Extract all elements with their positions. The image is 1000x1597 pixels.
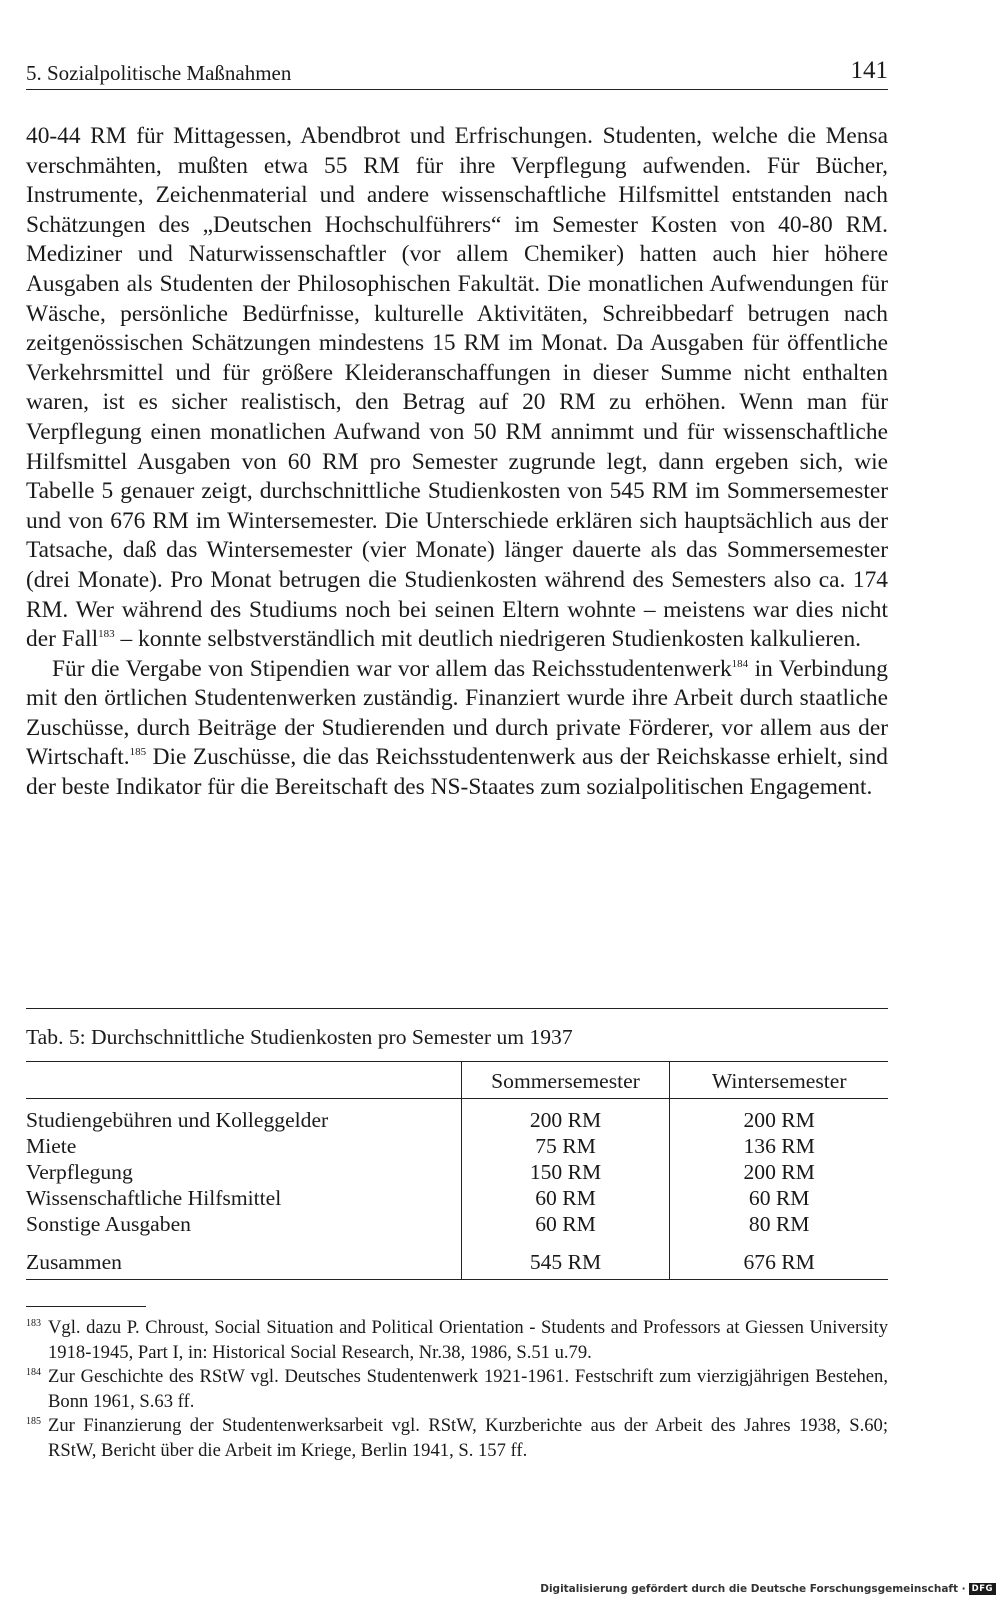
- summer-value: 200 RM: [461, 1099, 670, 1134]
- paragraph-1: 40-44 RM für Mittagessen, Abendbrot und Erfrischungen. Studenten, welche die Mensa verschmähten, mußten etwa 55 RM für ihre Verpflegung aufwenden. Für Bücher, Instrumente, Zeichenmaterial und andere wissenschaftliche Hilfsmittel entstanden nach Schätzungen des „Deutschen Hochschulführers“ im Semester Kosten von 40-80 RM. Mediziner und Naturwissenschaftler (vor allem Chemiker) hatten auch hier höhere Ausgaben als Studenten der Philosophischen Fakultät. Die monatlichen Aufwendungen für Wäsche, persönliche Bedürfnisse, kulturelle Aktivitäten, Schreibbedarf betrugen nach zeitgenössischen Schätzungen mindestens 15 RM im Monat. Da Ausgaben für öffentliche Verkehrsmittel und für größere Kleideranschaffungen in dieser Summe nicht enthalten waren, ist es sicher realistisch, den Betrag auf 20 RM zu erhöhen. Wenn man für Verpflegung einen monatlichen Aufwand von 50 RM annimmt und für wissenschaftliche Hilfsmittel Ausgaben von 60 RM pro Semester zugrunde legt, dann ergeben sich, wie Tabelle 5 genauer zeigt, durchschnittliche Studienkosten von 545 RM im Sommersemester und von 676 RM im Wintersemester. Die Unterschiede erklären sich hauptsächlich aus der Tatsache, daß das Wintersemester (vier Monate) länger dauerte als das Sommersemester (drei Monate). Pro Monat betrugen die Studienkosten während des Semesters also ca. 174 RM. Wer während des Studiums noch bei seinen Eltern wohnte – meistens war dies nicht der Fall$^{183}$ – konnte selbstverständlich mit deutlich niedrigeren Studienkosten kalkulieren.: [26, 123, 888, 653]
- dfg-logo-icon: DFG: [969, 1583, 996, 1595]
- winter-value: 80 RM: [670, 1211, 888, 1237]
- cost-table: [26, 1061, 888, 1280]
- page-number: 141: [850, 57, 888, 84]
- section-title: 5. Sozialpolitische Maßnahmen: [26, 61, 292, 85]
- table-top-rule: [26, 1008, 888, 1009]
- footnote-ref-185[interactable]: 185: [129, 746, 147, 759]
- footnote-text: Zur Finanzierung der Studentenwerksarbeit vgl. RStW, Kurzberichte aus der Arbeit des Jahres 1938, S.60; RStW, Bericht über die Arbeit im Kriege, Berlin 1941, S. 157 ff.: [48, 1415, 888, 1461]
- summer-value: 60 RM: [461, 1185, 670, 1211]
- table-caption: Tab. 5: Durchschnittliche Studienkosten pro Semester um 1937: [26, 1025, 573, 1049]
- body-text: [26, 122, 888, 803]
- footnote-number: 183: [26, 1318, 41, 1329]
- footnote-ref-183[interactable]: 183: [98, 628, 115, 641]
- column-header-summer: Sommersemester: [461, 1062, 670, 1099]
- row-label: Verpflegung: [26, 1160, 133, 1184]
- footnote-number: 185: [26, 1416, 41, 1428]
- winter-value: 136 RM: [670, 1133, 888, 1159]
- digitization-credit: [540, 1583, 996, 1595]
- total-summer-value: 545 RM: [461, 1237, 670, 1280]
- total-label: Zusammen: [26, 1237, 461, 1280]
- footnote-185: [26, 1414, 888, 1463]
- winter-value: 60 RM: [670, 1185, 888, 1211]
- footnote-183: [26, 1316, 888, 1365]
- summer-value: 75 RM: [461, 1133, 670, 1159]
- footnote-text: Zur Geschichte des RStW vgl. Deutsches Studentenwerk 1921-1961. Festschrift zum vierzigjährigen Bestehen, Bonn 1961, S.63 ff.: [48, 1366, 888, 1412]
- paragraph-2: Für die Vergabe von Stipendien war vor allem das Reichsstudentenwerk$^{184}$ in Verbindung mit den örtlichen Studentenwerken zuständig. Finanziert wurde ihre Arbeit durch staatliche Zuschüsse, durch Beiträge der Studierenden und durch private Förderer, vor allem aus der Wirtschaft.$^{185}$ Die Zuschüsse, die das Reichsstudentenwerk aus der Reichskasse erhielt, sind der beste Indikator für die Bereitschaft des NS-Staates zum sozialpolitischen Engagement.: [26, 655, 889, 801]
- footnote-text: Vgl. dazu P. Chroust, Social Situation and Political Orientation - Students and Professors at Giessen University 1918-1945, Part I, in: Historical Social Research, Nr.38, 1986, S.51 u.79.: [48, 1317, 888, 1363]
- table-row: [26, 1185, 888, 1211]
- winter-value: 200 RM: [670, 1159, 888, 1185]
- digitization-note: Digitalisierung gefördert durch die Deutsche Forschungsgemeinschaft ·: [540, 1583, 966, 1595]
- footnote-ref-184[interactable]: 184: [731, 657, 749, 670]
- footnotes: [26, 1316, 888, 1464]
- column-header-label: [26, 1062, 461, 1099]
- table-row: [26, 1159, 888, 1185]
- row-label: Wissenschaftliche Hilfsmittel: [26, 1186, 282, 1210]
- footnote-number: 184: [26, 1367, 41, 1379]
- winter-value: 200 RM: [670, 1099, 888, 1134]
- summer-value: 150 RM: [461, 1159, 670, 1185]
- summer-value: 60 RM: [461, 1211, 670, 1237]
- table-header-row: [26, 1062, 888, 1099]
- total-winter-value: 676 RM: [670, 1237, 888, 1280]
- table-total-row: [26, 1237, 888, 1280]
- table-row: [26, 1099, 888, 1134]
- table-row: [26, 1133, 888, 1159]
- footnote-rule: [26, 1306, 146, 1307]
- table-row: [26, 1211, 888, 1237]
- column-header-winter: Wintersemester: [670, 1062, 888, 1099]
- running-header: [26, 57, 888, 90]
- footnote-184: [26, 1365, 888, 1414]
- row-label: Sonstige Ausgaben: [26, 1212, 191, 1236]
- table-block: [26, 1008, 888, 1280]
- row-label: Studiengebühren und Kolleggelder: [26, 1108, 329, 1132]
- row-label: Miete: [26, 1134, 77, 1158]
